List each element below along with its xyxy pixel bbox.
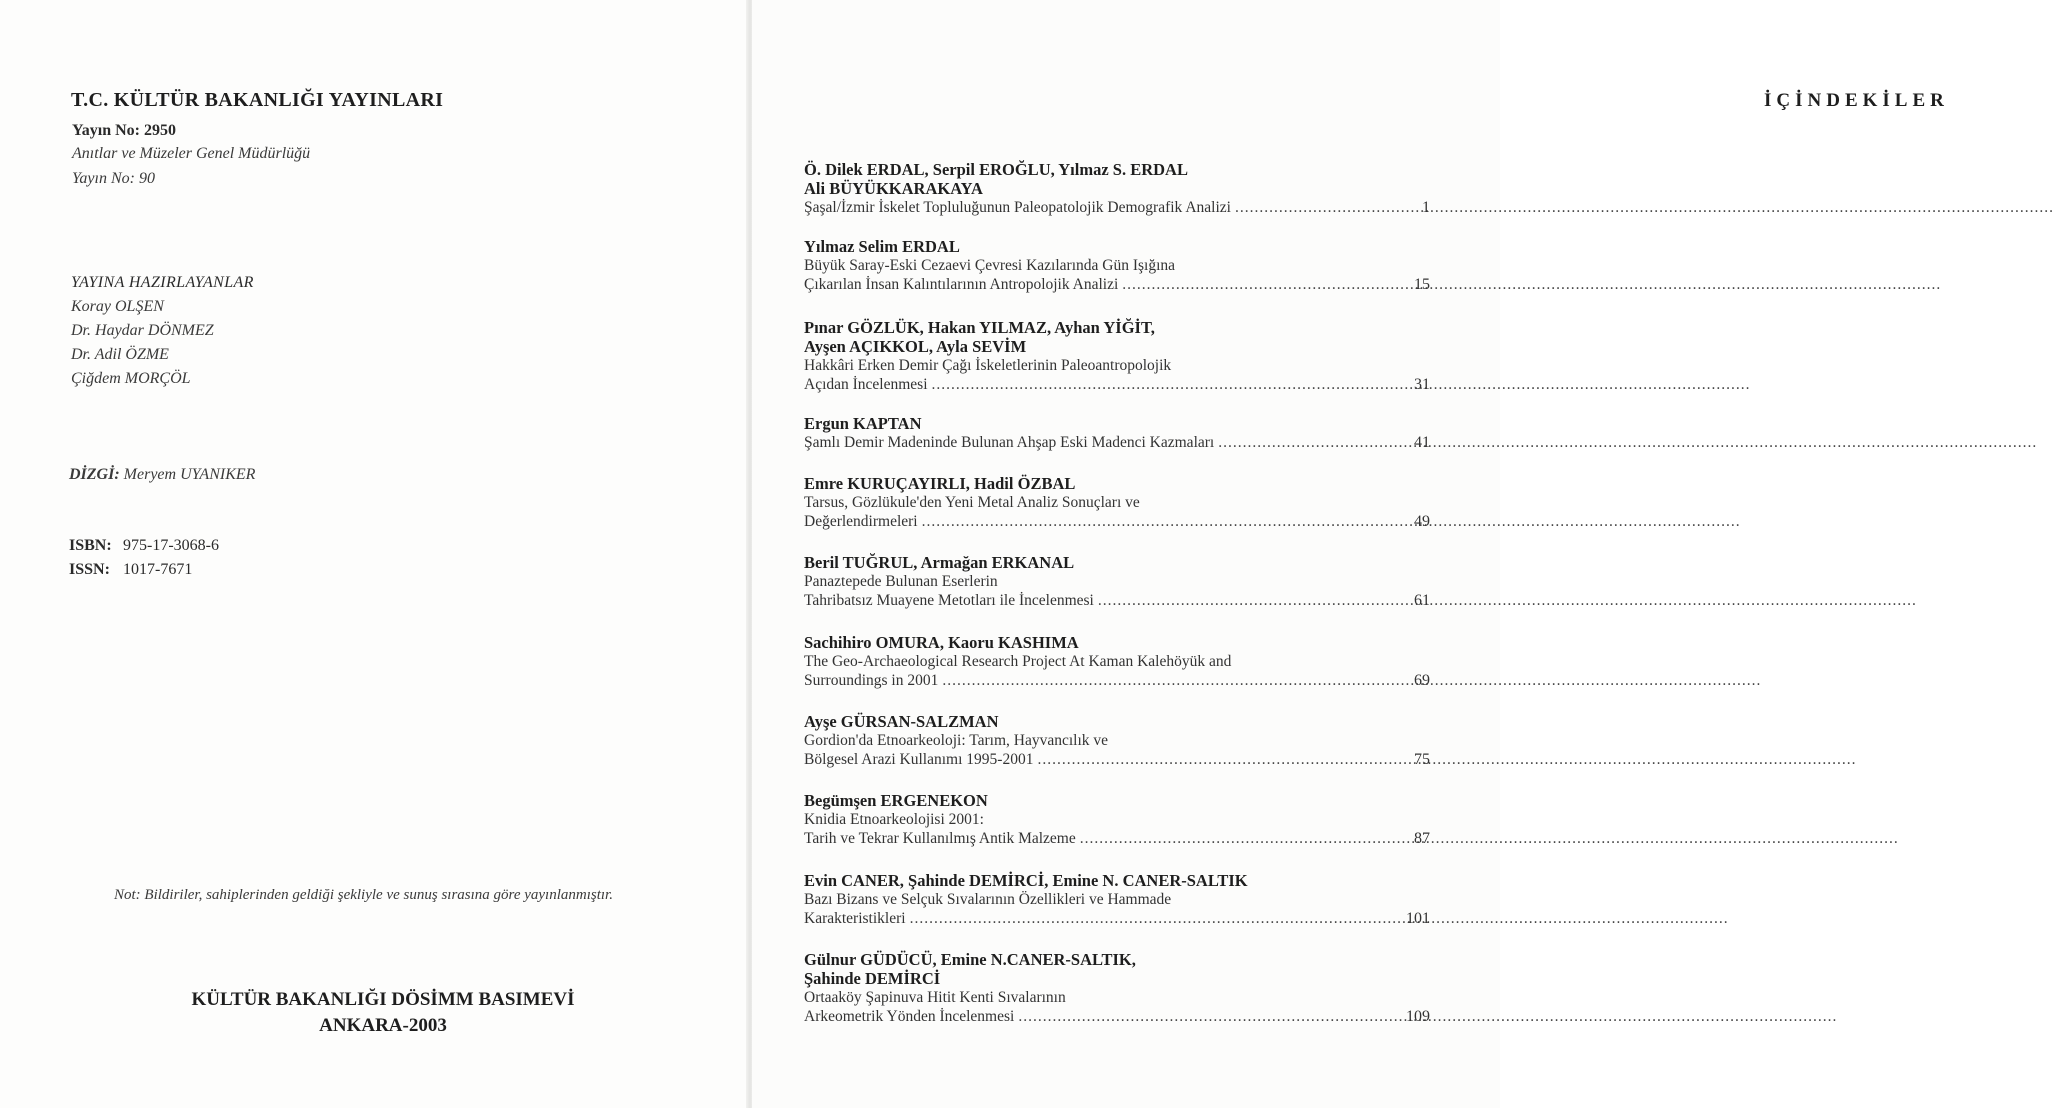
toc-entry-authors: Ali BÜYÜKKARAKAYA (804, 179, 983, 198)
toc-entry-title-line: Tahribatsız Muayene Metotları ile İncelenmesi (804, 592, 1094, 609)
directorate-name: Anıtlar ve Müzeler Genel Müdürlüğü (72, 145, 311, 162)
toc-entry-authors: Evin CANER, Şahinde DEMİRCİ, Emine N. CANER-SALTIK (804, 871, 1248, 890)
printing-house-name: KÜLTÜR BAKANLIĞI DÖSİMM BASIMEVİ (191, 989, 575, 1010)
typesetting-name: Meryem UYANIKER (123, 466, 256, 483)
toc-entry-page-number: 15 (1414, 276, 1430, 293)
toc-entry-page-number: 101 (1406, 910, 1430, 927)
toc-entry-title-line: Karakteristikleri (804, 910, 906, 927)
toc-entry-title-line: Surroundings in 2001 (804, 672, 939, 689)
toc-entry-page-number: 49 (1414, 513, 1430, 530)
toc-entry-title-leader (804, 1007, 1400, 1026)
editor-name: Koray OLŞEN (71, 298, 164, 315)
toc-entry-title-line: Ortaaköy Şapinuva Hitit Kenti Sıvalarının (804, 989, 1066, 1006)
toc-entry-title-leader (804, 512, 1400, 531)
toc-entry-title-leader (804, 198, 1400, 217)
issn-value: 1017-7671 (123, 561, 193, 578)
toc-entry-page-number: 109 (1406, 1008, 1430, 1025)
toc-entry-authors: Begümşen ERGENEKON (804, 791, 988, 810)
dot-leader (1235, 198, 2054, 217)
toc-title: İÇİNDEKİLER (1764, 90, 1949, 111)
dot-leader (942, 671, 1761, 690)
editor-name: Çiğdem MORÇÖL (71, 370, 191, 387)
toc-entry-page-number: 31 (1414, 376, 1430, 393)
toc-entry-title-line: Hakkâri Erken Demir Çağı İskeletlerinin Paleoantropolojik (804, 357, 1172, 374)
toc-entry-authors: Ayşe GÜRSAN-SALZMAN (804, 712, 999, 731)
toc-entry-title-line: Büyük Saray-Eski Cezaevi Çevresi Kazılarında Gün Işığına (804, 257, 1176, 274)
toc-entry-authors: Pınar GÖZLÜK, Hakan YILMAZ, Ayhan YİĞİT, (804, 318, 1155, 337)
toc-entry-title-line: Panaztepede Bulunan Eserlerin (804, 573, 998, 590)
dot-leader (910, 909, 1729, 928)
directorate-publication-number: Yayın No: 90 (72, 170, 155, 187)
left-page (0, 0, 748, 1108)
toc-entry-title-leader (804, 433, 1400, 452)
toc-entry-authors: Beril TUĞRUL, Armağan ERKANAL (804, 553, 1075, 572)
right-page (752, 0, 1949, 1108)
toc-entry-title-leader (804, 909, 1400, 928)
publication-note: Not: Bildiriler, sahiplerinden geldiği şekliyle ve sunuş sırasına göre yayınlanmıştır. (114, 887, 613, 903)
publisher-title: T.C. KÜLTÜR BAKANLIĞI YAYINLARI (71, 89, 444, 111)
toc-entry-authors: Ayşen AÇIKKOL, Ayla SEVİM (804, 337, 1027, 356)
issn-label: ISSN: (69, 561, 110, 578)
toc-entry-title-line: Şamlı Demir Madeninde Bulunan Ahşap Eski Madenci Kazmaları (804, 434, 1215, 451)
toc-entry-title-line: Tarih ve Tekrar Kullanılmış Antik Malzeme (804, 830, 1076, 847)
dot-leader (1098, 591, 1917, 610)
toc-entry-title-line: Tarsus, Gözlükule'den Yeni Metal Analiz Sonuçları ve (804, 494, 1140, 511)
toc-entry-title-line: Çıkarılan İnsan Kalıntılarının Antropolojik Analizi (804, 276, 1119, 293)
toc-entry-title-leader (804, 671, 1400, 690)
editors-heading: YAYINA HAZIRLAYANLAR (71, 274, 254, 291)
toc-entry-title-line: Şaşal/İzmir İskelet Topluluğunun Paleopatolojik Demografik Analizi (804, 199, 1231, 216)
dot-leader (1037, 750, 1856, 769)
toc-entry-title-leader (804, 750, 1400, 769)
dot-leader (932, 375, 1751, 394)
dot-leader (1122, 275, 1941, 294)
isbn-row (69, 537, 219, 555)
toc-entry-title-line: Değerlendirmeleri (804, 513, 918, 530)
isbn-value: 975-17-3068-6 (123, 537, 219, 554)
typesetting-credit (69, 466, 255, 484)
toc-entry-authors: Ergun KAPTAN (804, 414, 922, 433)
toc-entry-page-number: 61 (1414, 592, 1430, 609)
toc-entry-title-leader (804, 375, 1400, 394)
dot-leader (1218, 433, 2037, 452)
toc-entry-title-leader (804, 829, 1400, 848)
isbn-label: ISBN: (69, 537, 112, 554)
toc-entry-title-leader (804, 275, 1400, 294)
dot-leader (1080, 829, 1899, 848)
toc-entry-title-line: Bazı Bizans ve Selçuk Sıvalarının Özellikleri ve Hammade (804, 891, 1172, 908)
toc-entry-title-leader (804, 591, 1400, 610)
toc-entry-title-line: The Geo-Archaeological Research Project At Kaman Kalehöyük and (804, 653, 1232, 670)
toc-entry-title-line: Arkeometrik Yönden İncelenmesi (804, 1008, 1015, 1025)
typesetting-label: DİZGİ: (69, 466, 120, 483)
toc-entry-authors: Gülnur GÜDÜCÜ, Emine N.CANER-SALTIK, (804, 950, 1136, 969)
toc-entry-authors: Emre KURUÇAYIRLI, Hadil ÖZBAL (804, 474, 1076, 493)
editor-name: Dr. Haydar DÖNMEZ (71, 322, 214, 339)
editor-name: Dr. Adil ÖZME (71, 346, 169, 363)
issn-row (69, 561, 192, 579)
toc-entry-authors: Sachihiro OMURA, Kaoru KASHIMA (804, 633, 1079, 652)
toc-entry-page-number: 69 (1414, 672, 1430, 689)
printing-place-year: ANKARA-2003 (319, 1015, 447, 1036)
toc-entry-title-line: Gordion'da Etnoarkeoloji: Tarım, Hayvancılık ve (804, 732, 1109, 749)
toc-entry-title-line: Bölgesel Arazi Kullanımı 1995-2001 (804, 751, 1034, 768)
dot-leader (922, 512, 1741, 531)
toc-entry-page-number: 41 (1414, 434, 1430, 451)
toc-entry-page-number: 87 (1414, 830, 1430, 847)
publication-number: Yayın No: 2950 (72, 122, 177, 139)
toc-entry-authors: Şahinde DEMİRCİ (804, 969, 941, 988)
toc-entry-title-line: Açıdan İncelenmesi (804, 376, 928, 393)
toc-entry-authors: Yılmaz Selim ERDAL (804, 237, 960, 256)
toc-entry-page-number: 75 (1414, 751, 1430, 768)
printing-house (70, 987, 696, 1039)
toc-entry-title-line: Knidia Etnoarkeolojisi 2001: (804, 811, 984, 828)
toc-entry-authors: Ö. Dilek ERDAL, Serpil EROĞLU, Yılmaz S. ERDAL (804, 160, 1188, 179)
toc-entry-page-number: 1 (1422, 199, 1430, 216)
